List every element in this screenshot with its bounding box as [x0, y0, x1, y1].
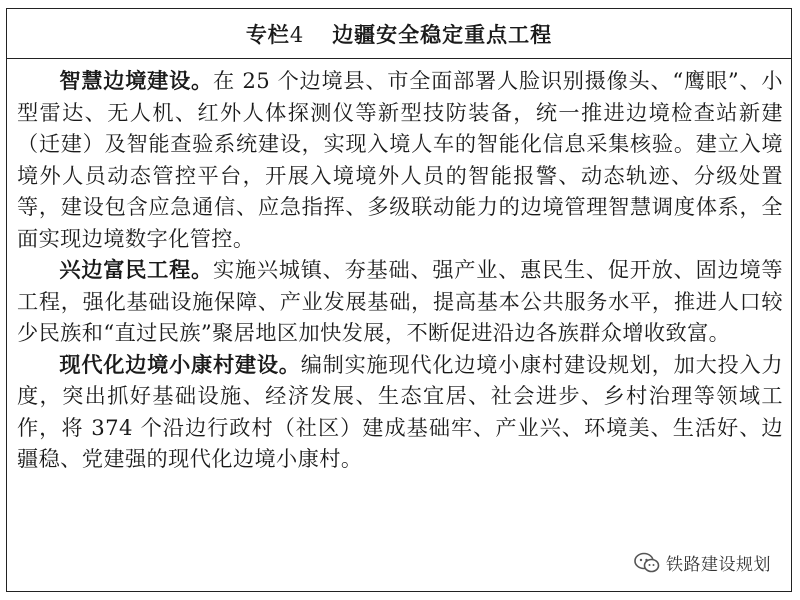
column-body [17, 65, 783, 475]
column-header [7, 9, 791, 59]
paragraph-border-village [17, 349, 783, 475]
paragraph-lead: 智慧边境建设。 [59, 68, 213, 93]
paragraph-smart-border [17, 65, 783, 254]
column-heading: 边疆安全稳定重点工程 [332, 22, 553, 47]
watermark [630, 548, 777, 577]
column-title [246, 19, 552, 49]
paragraph-text: 在 25 个边境县、市全面部署人脸识别摄像头、“鹰眼”、小型雷达、无人机、红外人体探测仪等新型技防装备，统一推进边境检查站新建（迁建）及智能查验系统建设，实现入境人车的智能化信息采集核验。建立入境境外人员动态管控平台，开展入境境外人员的智能报警、动态轨迹、分级处置等，建设包含应急通信、应急指挥、多级联动能力的边境管理智慧调度体系，全面实现边境数字化管控。 [17, 68, 783, 251]
column-label: 专栏 [245, 22, 290, 47]
paragraph-text: 实施兴城镇、夯基础、强产业、惠民生、促开放、固边境等工程，强化基础设施保障、产业发展基础，提高基本公共服务水平，推进人口较少民族和“直过民族”聚居地区加快发展，不断促进沿边各族群众增收致富。 [17, 257, 783, 345]
paragraph-text: 编制实施现代化边境小康村建设规划，加大投入力度，突出抓好基础设施、经济发展、生态宜居、社会进步、乡村治理等领域工作，将 374 个沿边行政村（社区）建成基础牢、产业兴、环境美、生活好、边疆稳、党建强的现代化边境小康村。 [17, 351, 783, 471]
watermark-text: 铁路建设规划 [666, 555, 771, 575]
column-box [6, 8, 792, 592]
paragraph-lead: 兴边富民工程。 [59, 257, 213, 282]
wechat-icon [634, 552, 660, 574]
paragraph-border-prosperity [17, 254, 783, 349]
column-number: 4 [289, 22, 305, 47]
paragraph-lead: 现代化边境小康村建设。 [59, 351, 301, 377]
